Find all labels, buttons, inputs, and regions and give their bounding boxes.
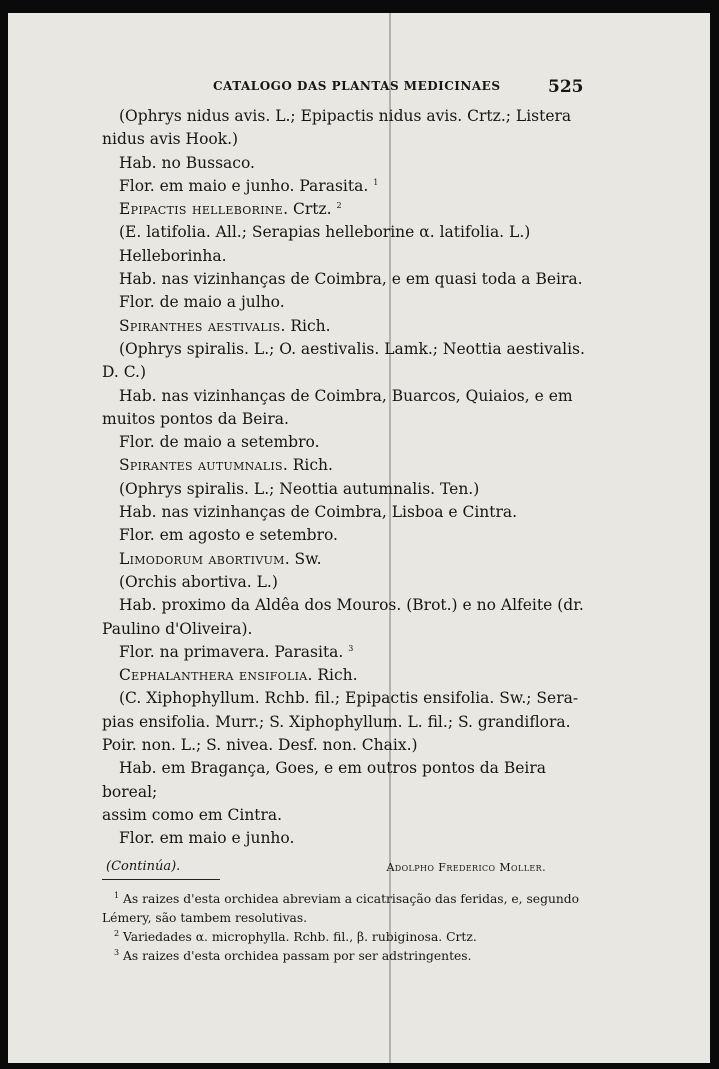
text-line: Helleborinha. [119,246,227,265]
species-heading: Cephalanthera ensifolia. Rich. [119,666,358,685]
footnote-rule [102,879,220,880]
running-title: CATALOGO DAS PLANTAS MEDICINAES [213,79,501,93]
footnote-ref: 1 [373,177,379,187]
text-line: (Ophrys spiralis. L.; O. aestivalis. Lamk.; Neottia aestivalis. [119,339,585,358]
book-page [8,13,710,1063]
footnote: $^1$ As raizes d'esta orchidea abreviam a cicatrisação das feridas, e, segundo [114,890,580,906]
text-line: Flor. na primavera. Parasita. $^3$ [119,642,354,661]
text-line: Flor. em agosto e setembro. [119,526,338,545]
footnote-continuation: Lémery, são tambem resolutivas. [102,910,308,925]
continued-mark: (Continúa). [106,858,181,874]
footnotes [102,890,586,966]
species-heading: Spiranthes aestivalis. Rich. [119,316,331,335]
text-line: Hab. nas vizinhanças de Coimbra, e em quasi toda a Beira. [119,270,583,289]
text-line: Flor. em maio e junho. Parasita. $^1$ [119,176,379,195]
species-heading: Spirantes autumnalis. Rich. [119,456,333,475]
body-text [102,105,586,966]
text-line: assim como em Cintra. [102,805,283,824]
species-heading: Epipactis helleborine. Crtz. $^2$ [119,200,342,219]
text-line: Flor. de maio a setembro. [119,433,320,452]
text-line: (Ophrys nidus avis. L.; Epipactis nidus avis. Crtz.; Listera [119,107,572,125]
text-line: Hab. nas vizinhanças de Coimbra, Lisboa e Cintra. [119,503,518,522]
text-line: Paulino d'Oliveira). [102,619,253,638]
signoff [102,853,586,875]
text-line: Hab. nas vizinhanças de Coimbra, Buarcos, Quiaios, e em [119,386,573,405]
text-line: nidus avis Hook.) [102,130,239,149]
text-line: (Ophrys spiralis. L.; Neottia autumnalis. Ten.) [119,479,480,498]
footnote-ref: 3 [348,643,354,653]
text-line: Hab. no Bussaco. [119,153,255,172]
text-line: (E. latifolia. All.; Serapias helleborine α. latifolia. L.) [119,223,531,242]
text-line: muitos pontos da Beira. [102,409,289,428]
text-line: Flor. em maio e junho. [119,829,295,848]
footnote-ref: 2 [336,201,342,211]
page-header [8,77,710,103]
species-heading: Limodorum abortivum. Sw. [119,549,322,568]
author-signature: Adolpho Frederico Moller. [386,860,546,874]
text-line: Hab. proximo da Aldêa dos Mouros. (Brot.) e no Alfeite (dr. [119,596,584,615]
text-line: pias ensifolia. Murr.; S. Xiphophyllum. L. fil.; S. grandiflora. [102,712,571,731]
text-line: Poir. non. L.; S. nivea. Desf. non. Chaix.) [102,736,418,755]
text-line: (C. Xiphophyllum. Rchb. fil.; Epipactis ensifolia. Sw.; Sera- [119,689,579,708]
footnote: $^3$ As raizes d'esta orchidea passam por ser adstringentes. [114,947,472,963]
text-line: (Orchis abortiva. L.) [119,572,278,591]
text-line: Flor. de maio a julho. [119,293,285,312]
text-line: Hab. em Bragança, Goes, e em outros pontos da Beira boreal; [102,759,546,801]
text-line: D. C.) [102,363,147,382]
page-number: 525 [548,77,584,97]
footnote: $^2$ Variedades α. microphylla. Rchb. fil., β. rubiginosa. Crtz. [114,928,477,944]
